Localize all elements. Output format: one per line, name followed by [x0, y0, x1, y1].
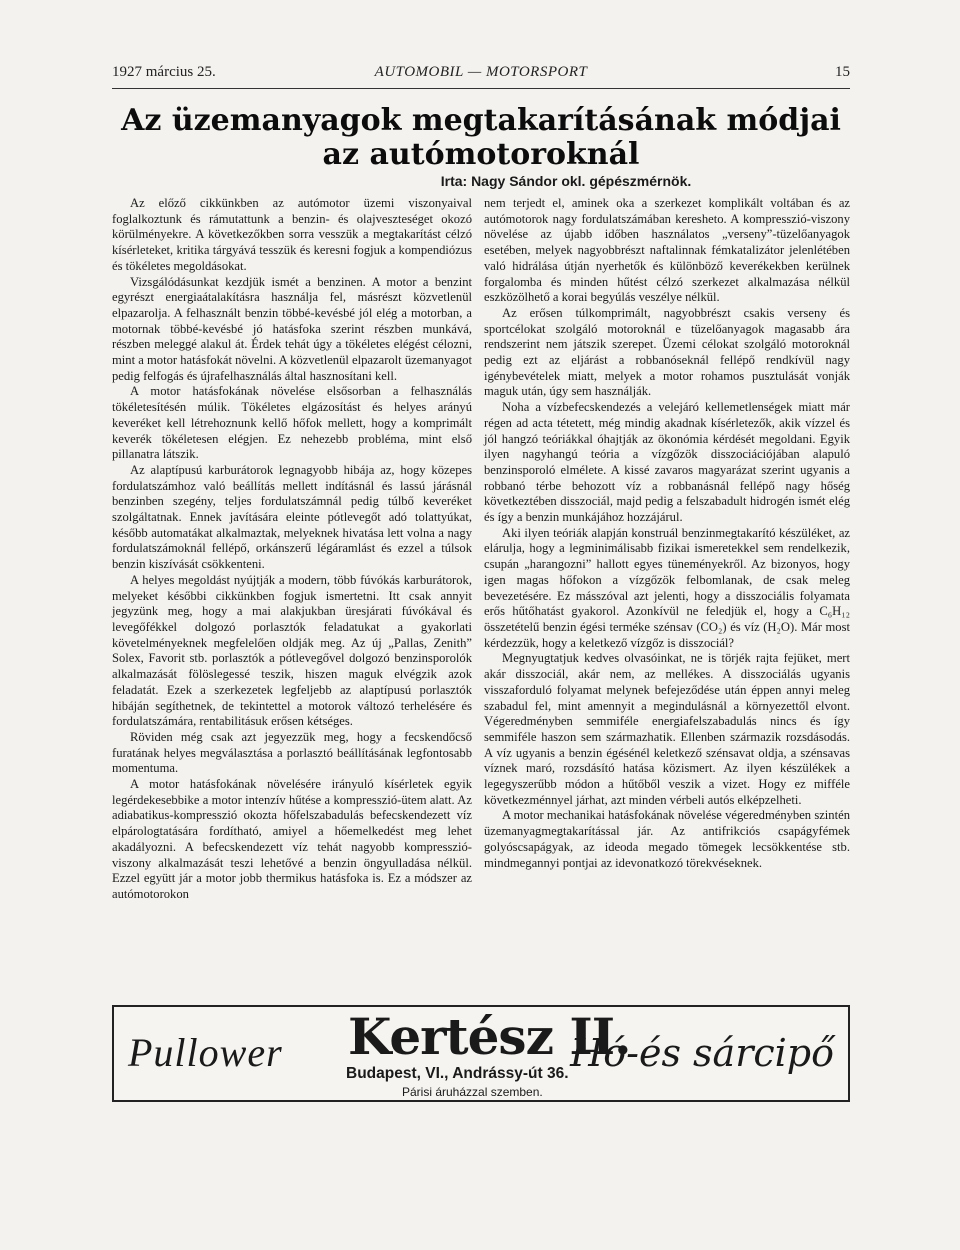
article-title-line-2: az autómotoroknál	[322, 137, 640, 172]
article-title-line-1: Az üzemanyagok megtakarításának módjai	[121, 103, 841, 138]
publication-name: AUTOMOBIL — MOTORSPORT	[374, 64, 588, 80]
page-number: 15	[835, 64, 850, 80]
paragraph: Az erősen túlkomprimált, nagyobbrészt csakis verseny és sportcélokat szolgáló motoroknál e tüzelőanyagok magasabb ára rendszerint nem játszik szerepet. Üzemi célokat szolgáló motoroknál pedig ezt az eljárást a robbanóseknál fellépő rendkívül nagy igénybevételek miatt, melyek a motor rohamos pusztulását vonják maguk után, úgy sem használják.	[484, 305, 850, 399]
ad-brand-name: Kertész II.	[348, 1007, 631, 1066]
paragraph: A motor mechanikai hatásfokának növelése végeredményben szintén üzemanyagmegtakarítással jár. Az antifrikciós csapágyfémek golyóscsapágyak, az ideoda megado tömegek lecsökkentése stb. mindmegannyi pontjai az idevonatkozó törekvéseknek.	[484, 808, 850, 870]
ad-pullover-text: Pullower	[128, 1030, 283, 1075]
paragraph: Röviden még csak azt jegyezzük meg, hogy a fecskendőcső furatának helyes megválasztása a porlasztó beállításának legfontosabb momentuma.	[112, 729, 472, 776]
advertisement-box	[112, 1005, 850, 1102]
page-header	[112, 64, 850, 86]
paragraph: A motor hatásfokának növelése elsősorban a felhasználás tökéletesítésén múlik. Tökéletes elgázosítást és helyes arányú keveréket kell létrehoznunk kellő hőfok mellett, hogy a komprimált keverék tökéletesen elégjen. Ez nehezebb probléma, mint első pillanatra látszik.	[112, 384, 472, 462]
ad-location-note: Párisi áruházzal szemben.	[402, 1085, 543, 1099]
paragraph: Az alaptípusú karburátorok legnagyobb hibája az, hogy közepes fordulatszámhoz való beállítás mellett indításnál és lassú járásnál benzinben szegény, teljes fordulatszámnál pedig túlbő keveréket szolgáltatnak. Ennek javítására eleinte pótlevegőt adó tolattyúkat, később automatákat alkalmaztak, melyeknek hivatása lett volna a nagy fordulatszámoknál fellépő, orkánszerű légáramlást és ezzel a túlsok benzin kiszívását csökkenteni.	[112, 462, 472, 572]
right-column	[484, 196, 850, 871]
article-title	[112, 104, 850, 172]
header-divider	[112, 88, 850, 89]
issue-date: 1927 március 25.	[112, 64, 216, 80]
paragraph: Aki ilyen teóriák alapján konstruál benzinmegtakarító készüléket, az elárulja, hogy a legminimálisabb fizikai ismeretekkel sem rendelkezik, csupán „harangozni” hallott egyes tüneményekről. Az bizonyos, hogy igen magas hőfokon a vízgőzök felbomlanak, de csak meleg bevezetésére. Ez másszóval azt jelenti, hogy a disszociális folyamata erős hűtőhatást gyakorol. Azonkívül ne feledjük el, hogy a C₆H₁₂ összetételű benzin égési terméke szénsav (CO₂) és víz (H₂O). Már most kérdezzük, hogy a keletkező vízgőz is disszociál?	[484, 525, 850, 650]
paragraph: Az előző cikkünkben az autómotor üzemi viszonyaival foglalkoztunk és rámutattunk a benzin- és olajveszteséget okozó körülményekre. A következőkben sorra vesszük a megtakarítást célzó kísérleteket, kritika tárgyává tesszük és keresni fogjuk a kompendiózus és tökéletes megoldásokat.	[112, 196, 472, 273]
ad-address: Budapest, VI., Andrássy-út 36.	[346, 1065, 569, 1082]
paragraph: nem terjedt el, aminek oka a szerkezet komplikált voltában és az autómotorok nagy fordulatszámában keresheto. A kompresszió-viszony növelése az újabb időben használatos „verseny”-tüzelőanyagok esetében, melyek nagyobbrészt naftalinnak fémkatalizátor jelenlétében való hidrálása útján nyerhetők és különböző keverékekben kerülnek forgalomba és minden hűtést célzó szerkezet alkalmazása nélkül eszközölhető a korai begyúlás veszélye nélkül.	[484, 196, 850, 305]
paragraph: Noha a vízbefecskendezés a velejáró kellemetlenségek miatt már régen ad acta tétetett, még mindig akadnak kísérletezők, akik vízzel és jól hangzó teóriákkal óhajtják az ökonómia kérdését megoldani. Egyik ilyen nagyhangú teória a vízgőzök disszociációjában alapuló benzinsporoló elmélete. A kissé zavaros magyarázat szerint ugyanis a robbanó térbe behozott víz a robbanásnál fellépő nagy hőség következtében disszociál, majd pedig a felszabadult hidrogén ismét elég és így a benzin munkájához hozzájárul.	[484, 400, 850, 525]
paragraph: Vizsgálódásunkat kezdjük ismét a benzinen. A motor a benzint egyrészt energiaátalakításra használja fel, másrészt közvetlenül elpazarolja. A felhasznált benzin többé-kevésbé jól elég a motorban, a motornak többé-kevésbé jó hatásfoka szerint részben munkává, részben meleggé alakul át. Érdek tehát úgy a tökéletes elégést célozni, mint a motor hatásfokát növelni. A közvetlenül elpazarolt üzemanyagot pedig felfogás és újrafelhasználás által hasznosítani kell.	[112, 274, 472, 383]
paragraph: A motor hatásfokának növelésére irányuló kísérletek egyik legérdekesebbike a motor intenzív hűtése a kompresszió-ütem alatt. Az adiabatikus-kompresszió okozta hőfelszabadulás befecskendezett víz elpárologtatására fordítható, amiyel a hőemelkedést meg lehet akadályozni. A befecskendezett víz tehát nagyobb kompresszió-viszony alkalmazását teszi lehetővé a benzin öngyulladása nélkül. Ezzel együtt jár a motor jobb thermikus hatásfoka is. Ez a módszer az autómotorokon	[112, 777, 472, 901]
ad-product-text: Hó-és sárcipő	[570, 1031, 834, 1075]
paragraph: Megnyugtatjuk kedves olvasóinkat, ne is törjék rajta fejüket, mert akár disszociál, akár nem, az mellékes. A disszociálás ugyanis visszaforduló folyamat melynek befejeződése után éppen annyi meleg szabadul fel, mint amennyit a megindulásnál a környezettől elvont. Végeredményben semmiféle energiafelszabadulás nincs és így semmiféle haszon sem származhatik. Ellenben származik rozsdásodás. A víz ugyanis a benzin égésénél keletkező szénsavat oldja, a szénsavas víznek maró, rozsdásító hatása közismert. Az ilyen készülékek a legegyszerűbb módon a hűtőből veszik a vizet. Hogy ez mifféle következménnyel járhat, azt minden vérbeli autós elképzelheti.	[484, 651, 850, 807]
left-column	[112, 196, 472, 903]
paragraph: A helyes megoldást nyújtják a modern, több fúvókás karburátorok, melyeket későbbi cikkünkben fogjuk ismertetni. Itt csak annyit jegyzünk meg, hogy a mai alakjukban üresjárati fúvókával és levegőfékkel dolgozó porlasztók feladatukat a gyakorlati követelményeknek megfelelően oldják meg. Az új „Pallas, Zenith” Solex, Favorit stb. porlasztók a pótlevegővel dolgozó benzinsporolók alkalmazását fölöslegessé teszik, hiszen maguk elvégzik azok feladatát. Ezek a szerkezetek legfeljebb az alaptípusú porlasztók hibáján segíthetnek, de tekintettel a motorok változó terhelésére és fordulatszámára, rentabilitásuk erősen kétséges.	[112, 572, 472, 729]
article-byline: Irta: Nagy Sándor okl. gépészmérnök.	[440, 173, 692, 189]
